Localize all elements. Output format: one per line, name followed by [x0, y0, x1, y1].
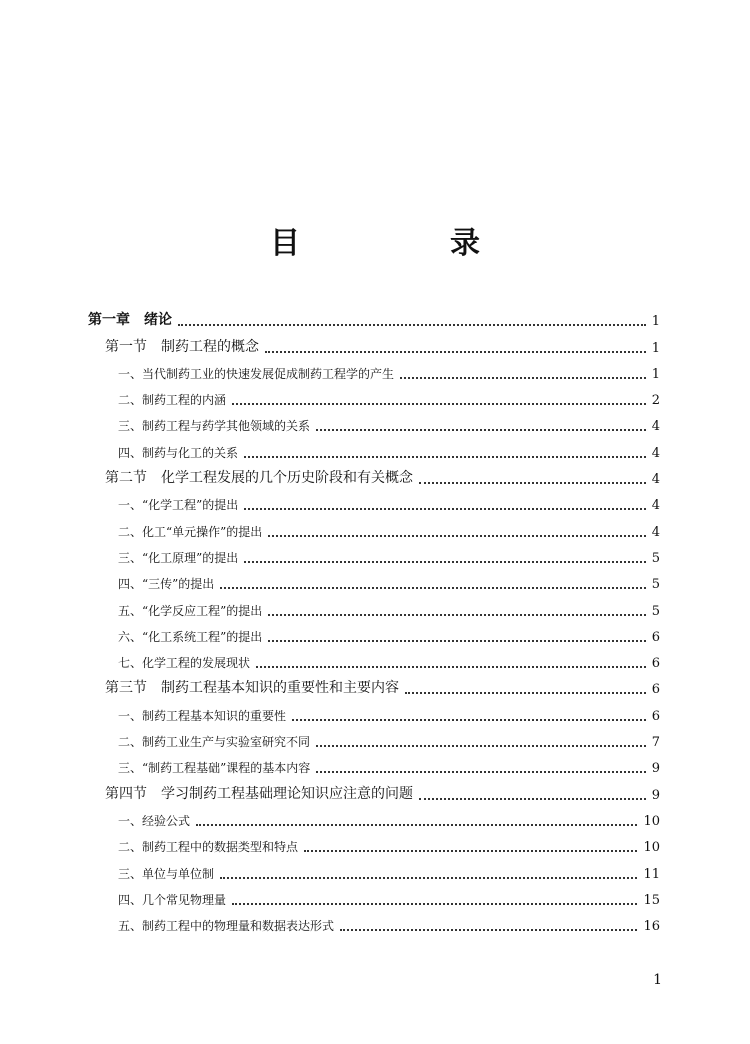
table-of-contents [88, 303, 660, 934]
toc-entry-title [118, 365, 394, 382]
toc-entry-page: 10 [643, 840, 660, 856]
toc-entry-text: 六、“化工系统工程”的提出 [118, 629, 263, 644]
dot-leader [196, 824, 637, 826]
toc-entry-title [118, 891, 226, 908]
dot-leader [265, 351, 646, 353]
toc-section[interactable] [88, 329, 660, 355]
toc-entry-title [105, 677, 399, 697]
dot-leader [405, 692, 646, 694]
toc-subsection[interactable] [88, 356, 660, 382]
toc-entry-page: 16 [643, 919, 660, 935]
toc-subsection[interactable] [88, 882, 660, 908]
toc-entry-title [118, 654, 250, 671]
toc-entry-title [118, 549, 238, 566]
toc-subsection[interactable] [88, 434, 660, 460]
toc-subsection[interactable] [88, 513, 660, 539]
toc-subsection[interactable] [88, 619, 660, 645]
toc-entry-text: 三、“制药工程基础”课程的基本内容 [118, 761, 311, 776]
toc-entry-title [118, 865, 214, 882]
toc-section[interactable] [88, 671, 660, 697]
toc-entry-page: 9 [651, 787, 660, 803]
toc-entry-page: 1 [651, 314, 660, 330]
toc-subsection[interactable] [88, 487, 660, 513]
dot-leader [244, 508, 645, 510]
toc-entry-text: 四、几个常见物理量 [118, 892, 227, 907]
toc-entry-text: 三、单位与单位制 [118, 866, 215, 881]
toc-subsection[interactable] [88, 908, 660, 934]
toc-entry-title [105, 783, 413, 803]
toc-entry-text: 一、经验公式 [118, 813, 191, 828]
toc-entry-title [118, 838, 298, 855]
toc-subsection[interactable] [88, 592, 660, 618]
toc-entry-title [118, 707, 286, 724]
toc-entry-page: 2 [651, 393, 660, 409]
dot-leader [400, 377, 646, 379]
dot-leader [220, 877, 637, 879]
toc-subsection[interactable] [88, 382, 660, 408]
toc-section[interactable] [88, 461, 660, 487]
dot-leader [316, 771, 645, 773]
toc-entry-text: 五、制药工程中的物理量和数据表达形式 [118, 919, 335, 934]
toc-entry-page: 6 [651, 656, 660, 672]
dot-leader [419, 798, 646, 800]
toc-entry-page: 6 [651, 708, 660, 724]
toc-entry-title [118, 575, 214, 592]
toc-entry-title [118, 733, 310, 750]
toc-entry-page: 4 [651, 524, 660, 540]
toc-entry-title [118, 417, 310, 434]
toc-entry-page: 4 [651, 472, 660, 488]
toc-subsection[interactable] [88, 645, 660, 671]
dot-leader [316, 429, 646, 431]
dot-leader [256, 666, 646, 668]
toc-entry-label: 第一节 [105, 338, 147, 355]
toc-entry-page: 1 [651, 366, 660, 382]
toc-entry-title [118, 444, 238, 461]
toc-entry-text: 四、“三传”的提出 [118, 577, 215, 592]
toc-entry-label: 第四节 [105, 785, 147, 802]
toc-entry-page: 6 [651, 682, 660, 698]
toc-entry-title [105, 336, 259, 356]
toc-entry-text: 二、制药工程中的数据类型和特点 [118, 840, 299, 855]
dot-leader [268, 535, 645, 537]
toc-entry-text: 制药工程基本知识的重要性和主要内容 [161, 680, 399, 697]
toc-entry-title [88, 309, 172, 329]
dot-leader [268, 640, 645, 642]
toc-entry-title [118, 602, 262, 619]
toc-subsection[interactable] [88, 803, 660, 829]
toc-entry-text: 四、制药与化工的关系 [118, 445, 239, 460]
dot-leader [304, 850, 637, 852]
dot-leader [232, 403, 646, 405]
toc-subsection[interactable] [88, 724, 660, 750]
toc-entry-text: 三、“化工原理”的提出 [118, 550, 239, 565]
toc-entry-text: 绪论 [144, 312, 172, 329]
toc-entry-text: 三、制药工程与药学其他领域的关系 [118, 419, 311, 434]
toc-chapter[interactable] [88, 303, 660, 329]
toc-entry-text: 制药工程的概念 [161, 338, 259, 355]
dot-leader [419, 482, 646, 484]
toc-subsection[interactable] [88, 566, 660, 592]
dot-leader [232, 903, 637, 905]
toc-entry-page: 4 [651, 445, 660, 461]
toc-entry-text: 五、“化学反应工程”的提出 [118, 603, 263, 618]
page-title: 目 录 [270, 226, 540, 261]
toc-entry-text: 二、化工“单元操作”的提出 [118, 524, 263, 539]
toc-section[interactable] [88, 776, 660, 802]
toc-entry-page: 7 [651, 735, 660, 751]
toc-entry-page: 11 [643, 866, 660, 882]
dot-leader [220, 587, 645, 589]
toc-entry-title [118, 812, 190, 829]
toc-subsection[interactable] [88, 697, 660, 723]
toc-subsection[interactable] [88, 408, 660, 434]
toc-entry-page: 5 [651, 550, 660, 566]
dot-leader [316, 745, 646, 747]
dot-leader [244, 456, 646, 458]
dot-leader [340, 929, 637, 931]
toc-entry-title [118, 523, 262, 540]
dot-leader [178, 324, 646, 326]
toc-entry-page: 15 [643, 892, 660, 908]
toc-entry-page: 5 [651, 603, 660, 619]
toc-entry-text: 一、“化学工程”的提出 [118, 498, 239, 513]
toc-entry-page: 10 [643, 813, 660, 829]
page-number: 1 [653, 972, 662, 988]
toc-subsection[interactable] [88, 750, 660, 776]
toc-entry-page: 9 [651, 761, 660, 777]
toc-entry-title [105, 467, 413, 487]
toc-entry-page: 5 [651, 577, 660, 593]
toc-entry-title [118, 759, 310, 776]
toc-subsection[interactable] [88, 540, 660, 566]
toc-entry-text: 一、制药工程基本知识的重要性 [118, 708, 287, 723]
toc-entry-text: 学习制药工程基础理论知识应注意的问题 [161, 785, 413, 802]
toc-subsection[interactable] [88, 829, 660, 855]
toc-entry-title [118, 917, 334, 934]
toc-entry-label: 第三节 [105, 680, 147, 697]
toc-entry-text: 一、当代制药工业的快速发展促成制药工程学的产生 [118, 366, 395, 381]
dot-leader [244, 561, 645, 563]
toc-entry-page: 1 [651, 340, 660, 356]
toc-entry-label: 第二节 [105, 470, 147, 487]
toc-entry-page: 4 [651, 498, 660, 514]
toc-entry-label: 第一章 [88, 312, 130, 329]
toc-entry-title [118, 391, 226, 408]
dot-leader [268, 614, 645, 616]
toc-entry-text: 二、制药工业生产与实验室研究不同 [118, 735, 311, 750]
toc-entry-text: 化学工程发展的几个历史阶段和有关概念 [161, 470, 413, 487]
toc-entry-page: 4 [651, 419, 660, 435]
toc-entry-title [118, 628, 262, 645]
toc-entry-title [118, 496, 238, 513]
dot-leader [292, 719, 646, 721]
toc-entry-text: 二、制药工程的内涵 [118, 393, 227, 408]
toc-entry-text: 七、化学工程的发展现状 [118, 656, 251, 671]
toc-entry-page: 6 [651, 629, 660, 645]
toc-subsection[interactable] [88, 855, 660, 881]
